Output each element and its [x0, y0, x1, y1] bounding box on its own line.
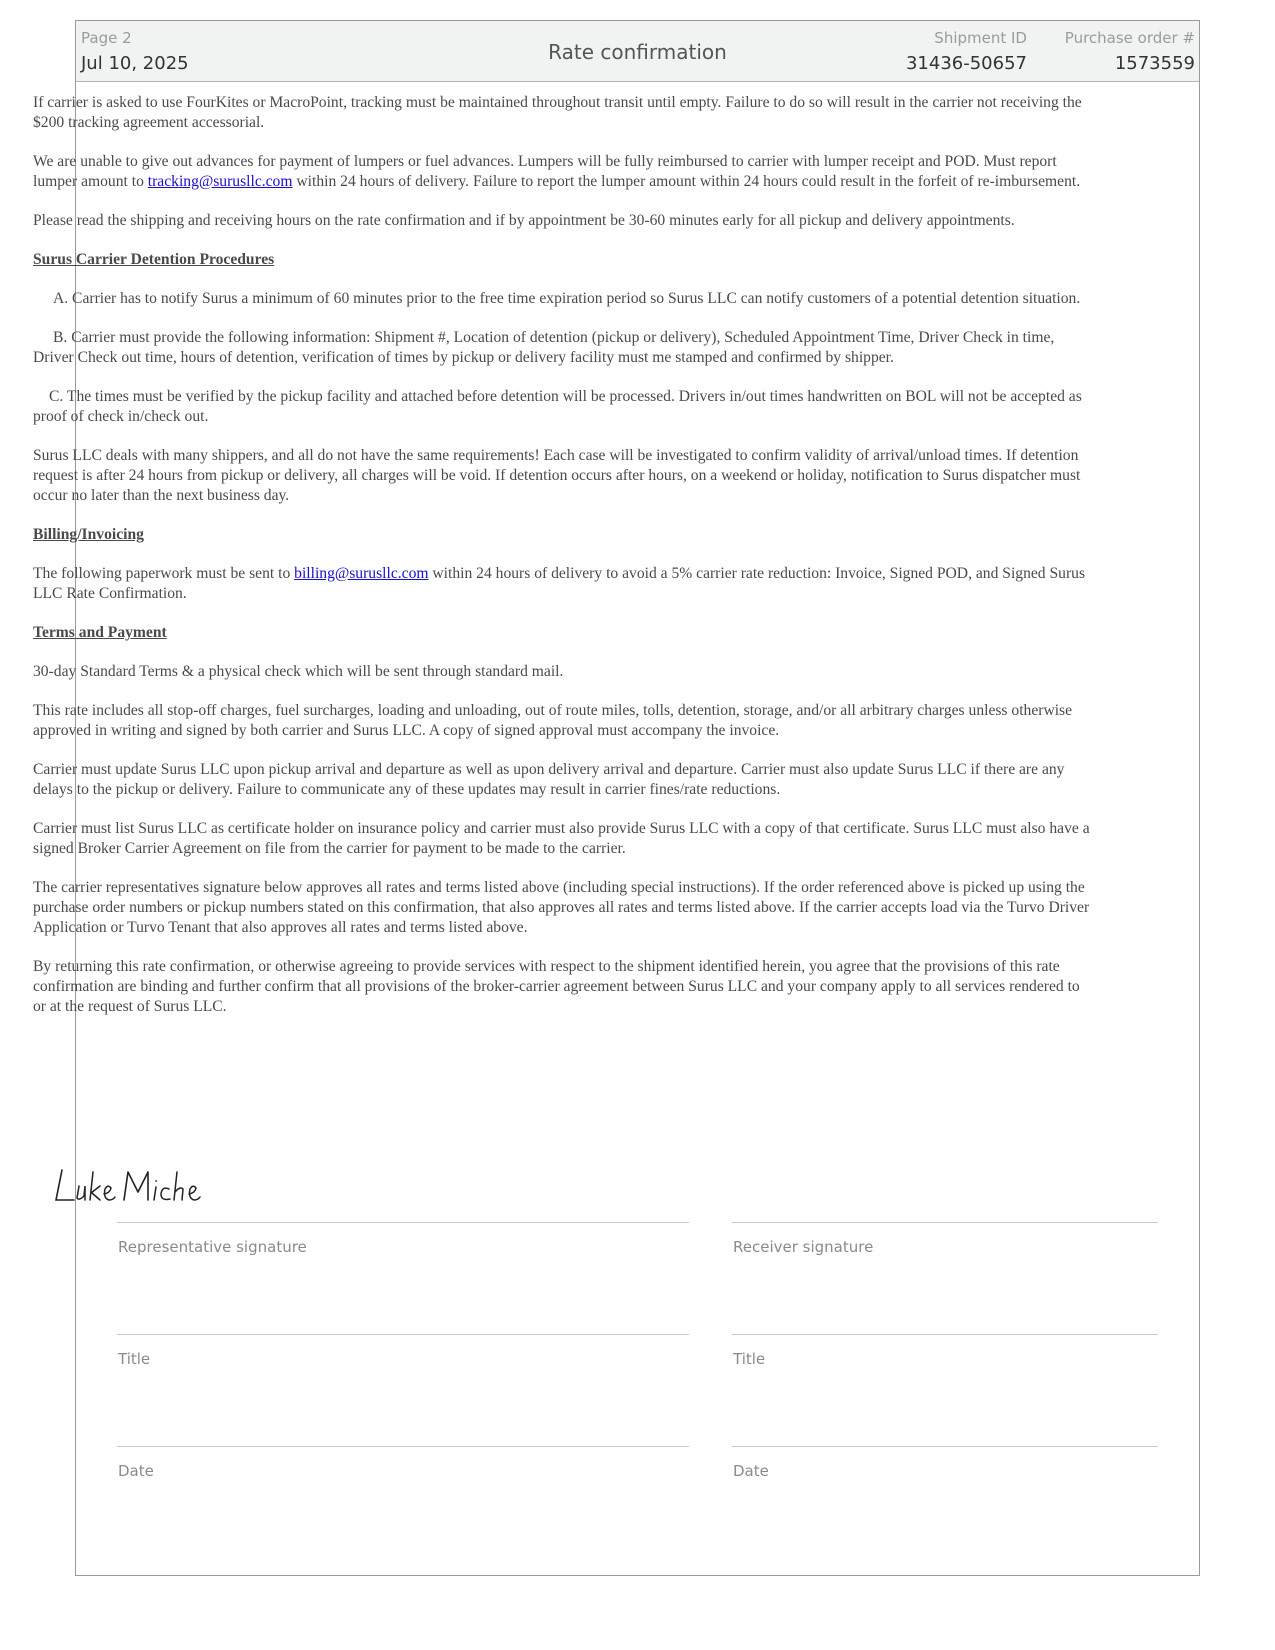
lumper-paragraph: [33, 152, 1093, 192]
page-header: [76, 21, 1199, 82]
tracking-paragraph: If carrier is asked to use FourKites or MacroPoint, tracking must be maintained throughout transit until empty. Failure to do so will result in the carrier not receiving the $200 tracking agreement accessorial.: [33, 94, 1082, 131]
page-title: Rate confirmation: [548, 40, 727, 64]
shippers-paragraph: Surus LLC deals with many shippers, and all do not have the same requirements! Each case will be investigated to confirm validity of arrival/unload times. If detention request is after 24 hours from pickup or delivery, all charges will be void. If detention occurs after hours, on a weekend or holiday, notification to Surus dispatcher must occur no later than the next business day.: [33, 447, 1081, 504]
billing-heading: Billing/Invoicing: [33, 526, 144, 543]
insurance-paragraph: Carrier must list Surus LLC as certificate holder on insurance policy and carrier must also provide Surus LLC with a copy of that certificate. Surus LLC must also have a signed Broker Carrier Agreement on file from the carrier for payment to be made to the carrier.: [33, 820, 1090, 857]
rate-includes-paragraph: This rate includes all stop-off charges, fuel surcharges, loading and unloading, out of route miles, tolls, detention, storage, and/or all arbitrary charges unless otherwise approved in writing and signed by both carrier and Surus LLC. A copy of signed approval must accompany the invoice.: [33, 702, 1073, 739]
date-label-left: Date: [118, 1462, 154, 1480]
standard-terms-paragraph: 30-day Standard Terms & a physical check which will be sent through standard mail.: [33, 663, 564, 680]
shipment-id-label: Shipment ID: [934, 29, 1027, 47]
agreement-paragraph: By returning this rate confirmation, or otherwise agreeing to provide services with respect to the shipment identified herein, you agree that the provisions of this rate confirmation are binding and further confirm that all provisions of the broker-carrier agreement between Surus LLC and your company apply to all services rendered to or at the request of Surus LLC.: [33, 958, 1080, 1015]
billing-email-link[interactable]: billing@surusllc.com: [294, 565, 429, 582]
tracking-email-link[interactable]: tracking@surusllc.com: [147, 173, 293, 190]
hours-paragraph: Please read the shipping and receiving hours on the rate confirmation and if by appointment be 30-60 minutes early for all pickup and delivery appointments.: [33, 212, 1015, 229]
shipment-id-value: 31436-50657: [905, 53, 1027, 74]
detention-item-a: A. Carrier has to notify Surus a minimum of 60 minutes prior to the free time expiration period so Surus LLC can notify customers of a potential detention situation.: [53, 290, 1081, 307]
document-date: Jul 10, 2025: [81, 53, 189, 74]
detention-item-c: C. The times must be verified by the pickup facility and attached before detention will be processed. Drivers in/out times handwritten on BOL will not be accepted as proof of check in/check out.: [33, 388, 1082, 425]
page-number: Page 2: [81, 29, 132, 47]
date-label-right: Date: [733, 1462, 769, 1480]
terms-heading: Terms and Payment: [33, 624, 167, 641]
billing-text-a: The following paperwork must be sent to: [33, 565, 295, 582]
terms-body: [33, 93, 1093, 1036]
billing-paragraph: [33, 564, 1093, 604]
detention-heading: Surus Carrier Detention Procedures: [33, 251, 275, 268]
representative-signature-label: Representative signature: [118, 1238, 307, 1256]
purchase-order-value: 1573559: [1114, 53, 1195, 74]
purchase-order-label: Purchase order #: [1064, 29, 1195, 47]
detention-item-b: B. Carrier must provide the following information: Shipment #, Location of detention (pickup or delivery), Scheduled Appointment Time, Driver Check in time, Driver Check out time, hours of detention, verification of times by pickup or delivery facility must me stamped and confirmed by shipper.: [33, 329, 1055, 366]
approval-paragraph: The carrier representatives signature below approves all rates and terms listed above (including special instructions). If the order referenced above is picked up using the purchase order numbers or pickup numbers stated on this confirmation, that also approves all rates and terms listed above. If the carrier accepts load via the Turvo Driver Application or Turvo Tenant that also approves all rates and terms listed above.: [33, 879, 1090, 936]
lumper-text-a: We are unable to give out advances for payment of lumpers or fuel advances. Lumpers will be fully reimbursed to carrier with lumper receipt and POD. Must report lumper amount to: [33, 153, 1057, 190]
title-label-left: Title: [118, 1350, 151, 1368]
receiver-signature-label: Receiver signature: [733, 1238, 874, 1256]
update-paragraph: Carrier must update Surus LLC upon pickup arrival and departure as well as upon delivery arrival and departure. Carrier must also update Surus LLC if there are any delays to the pickup or delivery. Failure to communicate any of these updates may result in carrier fines/rate reductions.: [33, 761, 1065, 798]
billing-text-b: within 24 hours of delivery to avoid a 5% carrier rate reduction: Invoice, Signed POD, and Signed Surus LLC Rate Confirmation.: [33, 565, 1086, 602]
title-label-right: Title: [733, 1350, 766, 1368]
lumper-text-b: within 24 hours of delivery. Failure to report the lumper amount within 24 hours could result in the forfeit of re-imbursement.: [292, 173, 1081, 190]
